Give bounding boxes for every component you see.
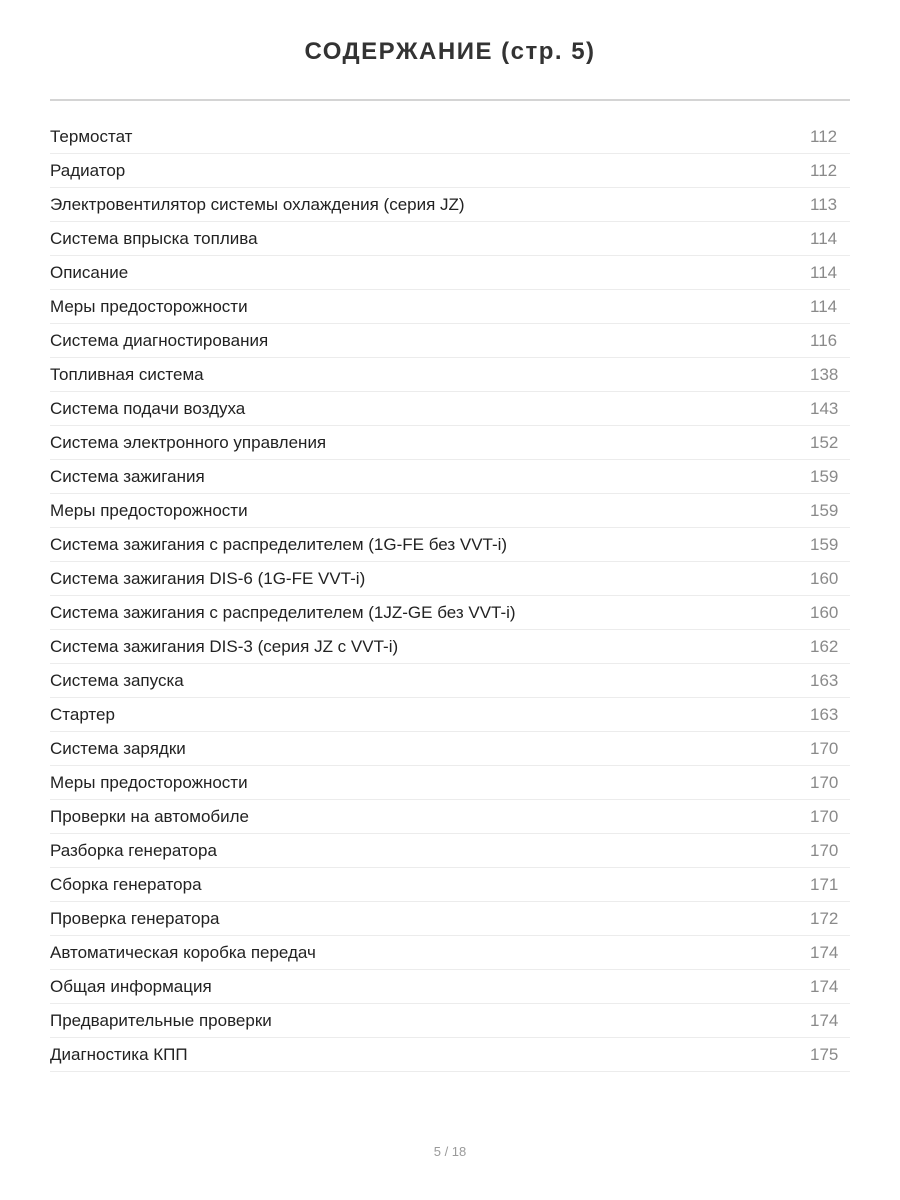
toc-entry-page: 114	[810, 296, 838, 316]
toc-entry-title: Термостат	[50, 126, 133, 146]
toc-entry-title: Система впрыска топлива	[50, 228, 258, 248]
toc-entry-title: Система диагностирования	[50, 330, 269, 350]
toc-entry-page: 171	[810, 874, 839, 894]
toc-entry-title: Система запуска	[50, 670, 184, 690]
page-indicator: 5 / 18	[433, 1144, 467, 1159]
toc-entry-page: 159	[810, 534, 839, 554]
toc-entry-title: Диагностика КПП	[50, 1044, 188, 1064]
toc-entry-title: Система зажигания DIS-6 (1G-FE VVT-i)	[50, 568, 366, 588]
toc-entry[interactable]	[50, 426, 850, 460]
toc-entry-page: 159	[810, 500, 839, 520]
toc-entry[interactable]	[50, 154, 850, 188]
toc-entry-title: Система зарядки	[50, 738, 186, 758]
toc-entry-page: 152	[810, 432, 839, 452]
toc-entry[interactable]	[50, 868, 850, 902]
toc-entry-title: Система зажигания DIS-3 (серия JZ с VVT-i)	[50, 636, 399, 656]
toc-entry-title: Предварительные проверки	[50, 1010, 272, 1030]
toc-entry-title: Разборка генератора	[50, 840, 217, 860]
toc-entry[interactable]	[50, 766, 850, 800]
toc-entry[interactable]	[50, 392, 850, 426]
toc-entry-title: Радиатор	[50, 160, 126, 180]
toc-entry-page: 175	[810, 1044, 839, 1064]
toc-entry-page: 143	[810, 398, 839, 418]
toc-entry-page: 174	[810, 942, 839, 962]
toc-entry[interactable]	[50, 358, 850, 392]
toc-entry[interactable]	[50, 256, 850, 290]
toc-entry-title: Описание	[50, 262, 129, 282]
toc-entry[interactable]	[50, 290, 850, 324]
toc-entry-page: 138	[810, 364, 839, 384]
toc-entry-page: 112	[810, 160, 838, 180]
toc-entry-title: Стартер	[50, 704, 115, 724]
toc-entry[interactable]	[50, 460, 850, 494]
toc-entry-title: Сборка генератора	[50, 874, 202, 894]
toc-entry-title: Топливная система	[50, 364, 204, 384]
toc-entry-page: 174	[810, 1010, 839, 1030]
toc-entry-page: 114	[810, 228, 838, 248]
toc-entry-title: Автоматическая коробка передач	[50, 942, 316, 962]
toc-entry-title: Проверка генератора	[50, 908, 220, 928]
toc-entry-title: Система электронного управления	[50, 432, 327, 452]
toc-entry[interactable]	[50, 222, 850, 256]
title-divider	[50, 99, 850, 101]
toc-entry[interactable]	[50, 664, 850, 698]
toc-entry[interactable]	[50, 630, 850, 664]
toc-entry[interactable]	[50, 834, 850, 868]
toc-entry-page: 163	[810, 670, 839, 690]
toc-entry-title: Меры предосторожности	[50, 500, 248, 520]
toc-entry-page: 170	[810, 840, 839, 860]
toc-entry[interactable]	[50, 902, 850, 936]
toc-entry-page: 172	[810, 908, 839, 928]
toc-entry[interactable]	[50, 494, 850, 528]
toc-entry-title: Проверки на автомобиле	[50, 806, 250, 826]
toc-entry[interactable]	[50, 698, 850, 732]
toc-entry[interactable]	[50, 188, 850, 222]
toc-entry[interactable]	[50, 562, 850, 596]
toc-entry-page: 116	[810, 330, 838, 350]
toc-entry-title: Меры предосторожности	[50, 296, 248, 316]
toc-entry[interactable]	[50, 120, 850, 154]
toc-entry-page: 160	[810, 602, 839, 622]
toc-entry-title: Система зажигания с распределителем (1G-FE без VVT-i)	[50, 534, 508, 554]
toc-entry-page: 159	[810, 466, 839, 486]
toc-entry[interactable]	[50, 970, 850, 1004]
toc-entry-page: 163	[810, 704, 839, 724]
toc-entry-title: Меры предосторожности	[50, 772, 248, 792]
toc-entry-title: Система зажигания с распределителем (1JZ-GE без VVT-i)	[50, 602, 516, 622]
toc-entry-title: Общая информация	[50, 976, 212, 996]
toc-entry-page: 174	[810, 976, 839, 996]
toc-entry[interactable]	[50, 936, 850, 970]
toc-entry-page: 112	[810, 126, 838, 146]
toc-entry[interactable]	[50, 528, 850, 562]
toc-entry-title: Электровентилятор системы охлаждения (серия JZ)	[50, 194, 465, 214]
toc-entry[interactable]	[50, 324, 850, 358]
toc-entry-page: 170	[810, 806, 839, 826]
toc-entry-page: 170	[810, 772, 839, 792]
toc-list	[50, 120, 850, 1072]
toc-entry[interactable]	[50, 800, 850, 834]
toc-entry-page: 113	[810, 194, 838, 214]
toc-entry-page: 160	[810, 568, 839, 588]
toc-entry[interactable]	[50, 596, 850, 630]
toc-entry[interactable]	[50, 1004, 850, 1038]
toc-entry-page: 170	[810, 738, 839, 758]
toc-entry[interactable]	[50, 1038, 850, 1072]
toc-entry-title: Система подачи воздуха	[50, 398, 246, 418]
toc-entry[interactable]	[50, 732, 850, 766]
toc-entry-title: Система зажигания	[50, 466, 205, 486]
toc-entry-page: 114	[810, 262, 838, 282]
toc-entry-page: 162	[810, 636, 839, 656]
page-title: СОДЕРЖАНИЕ (стр. 5)	[304, 38, 596, 65]
